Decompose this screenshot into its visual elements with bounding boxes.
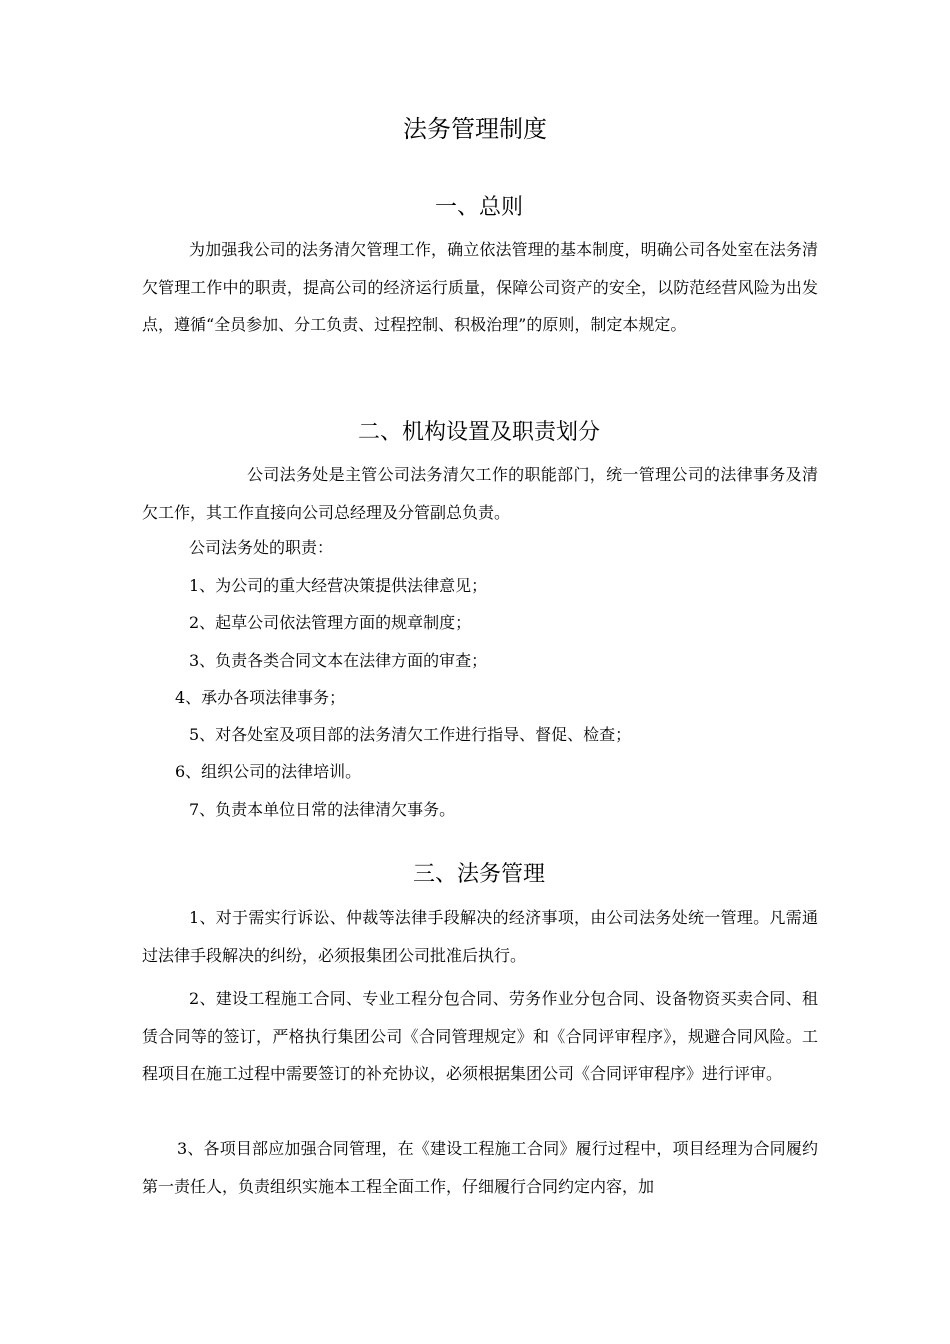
- organization-paragraph: 公司法务处是主管公司法务清欠工作的职能部门，统一管理公司的法律事务及清欠工作，其工作直接向公司总经理及分管副总负责。: [142, 465, 818, 522]
- document-title: 法务管理制度: [403, 115, 547, 143]
- duty-item: 1、为公司的重大经营决策提供法律意见；: [189, 576, 488, 595]
- duty-item: 5、对各处室及项目部的法务清欠工作进行指导、督促、检查；: [189, 725, 632, 744]
- duty-item: 4、承办各项法律事务；: [175, 688, 346, 707]
- legal-management-paragraph: 2、建设工程施工合同、专业工程分包合同、劳务作业分包合同、设备物资买卖合同、租赁合同等的签订，严格执行集团公司《合同管理规定》和《合同评审程序》，规避合同风险。工程项目在施工过程中需要签订的补充协议，必须根据集团公司《合同评审程序》进行评审。: [142, 989, 818, 1083]
- duty-item: 7、负责本单位日常的法律清欠事务。: [189, 800, 456, 819]
- section-heading-general: 一、总则: [434, 195, 523, 220]
- general-paragraph: 为加强我公司的法务清欠管理工作，确立依法管理的基本制度，明确公司各处室在法务清欠管理工作中的职责，提高公司的经济运行质量，保障公司资产的安全，以防范经营风险为出发点，遵循“全员参加、分工负责、过程控制、积极治理”的原则，制定本规定。: [142, 240, 818, 334]
- section-heading-legal-management: 三、法务管理: [412, 862, 545, 887]
- duty-item: 6、组织公司的法律培训。: [175, 762, 362, 781]
- duty-item: 3、负责各类合同文本在法律方面的审查；: [189, 651, 488, 670]
- section-heading-organization: 二、机构设置及职责划分: [357, 420, 600, 445]
- duty-item: 2、起草公司依法管理方面的规章制度；: [189, 613, 472, 632]
- legal-management-paragraph: 1、对于需实行诉讼、仲裁等法律手段解决的经济事项，由公司法务处统一管理。凡需通过法律手段解决的纠纷，必须报集团公司批准后执行。: [142, 908, 818, 965]
- duties-intro: 公司法务处的职责：: [189, 538, 334, 557]
- legal-management-paragraph: 3、各项目部应加强合同管理，在《建设工程施工合同》履行过程中，项目经理为合同履约第一责任人，负责组织实施本工程全面工作，仔细履行合同约定内容，加: [142, 1139, 818, 1196]
